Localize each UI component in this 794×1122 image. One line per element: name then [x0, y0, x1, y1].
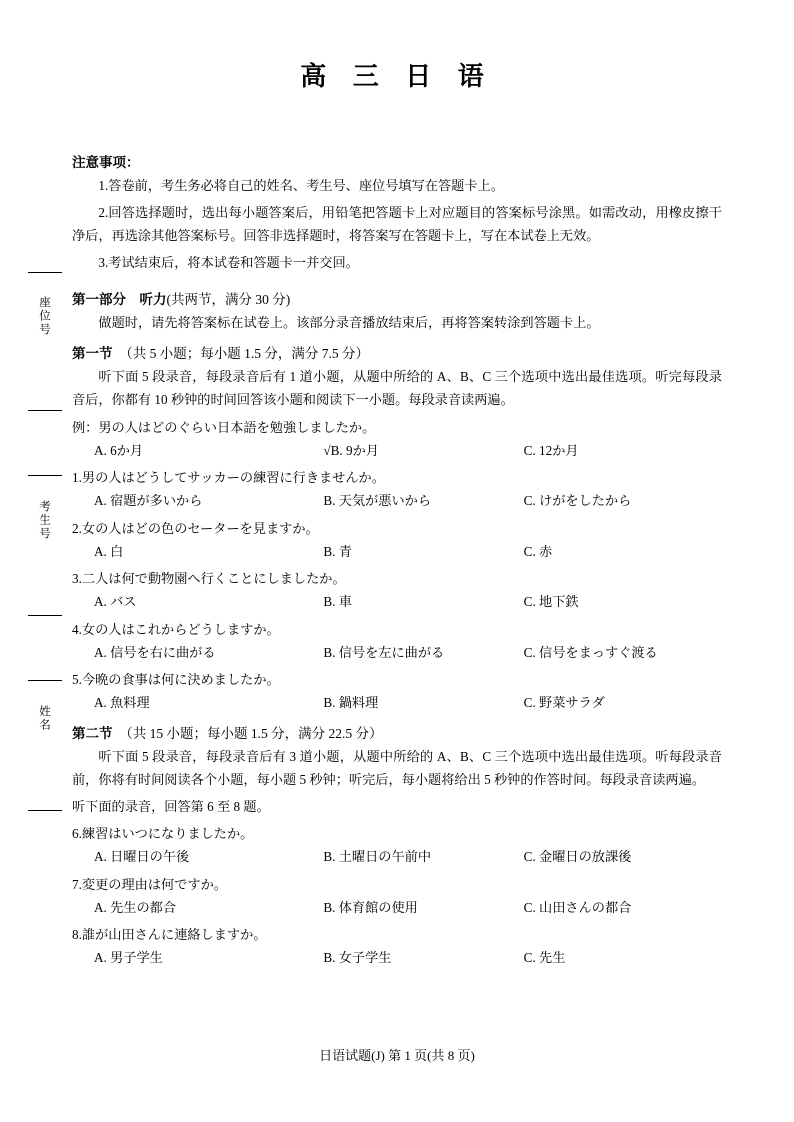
question-options: [72, 846, 722, 868]
margin-rule: [28, 272, 62, 273]
part-1-intro: 做题时，请先将答案标在试卷上。该部分录音播放结束后，再将答案转涂到答题卡上。: [98, 315, 600, 330]
margin-label-exam-number: 考生号: [38, 500, 50, 541]
question-option-a[interactable]: A. 魚料理: [94, 695, 150, 711]
question-option-a[interactable]: A. 先生の都合: [94, 899, 177, 915]
question-option-a[interactable]: A. 白: [94, 543, 124, 559]
question-option-b[interactable]: B. 車: [323, 594, 352, 610]
document-content: [72, 0, 722, 970]
question-options: [72, 591, 722, 613]
section-1-heading: [72, 342, 722, 362]
example-option-c[interactable]: C. 12か月: [523, 442, 579, 458]
question-option-b[interactable]: B. 天気が悪いから: [323, 493, 432, 509]
notice-item-2: 2.回答选择题时，选出每小题答案后，用铅笔把答题卡上对应题目的答案标号涂黑。如需改动，用橡皮擦干净后，再选涂其他答案标号。回答非选择题时，将答案写在答题卡上，写在本试卷上无效。: [72, 204, 722, 243]
example-option-b[interactable]: √B. 9か月: [323, 442, 379, 458]
margin-label-name: 姓名: [38, 705, 50, 732]
question-option-b[interactable]: B. 土曜日の午前中: [323, 849, 432, 865]
question-stem: 2.女の人はどの色のセーターを見ますか。: [72, 520, 319, 536]
notice-heading: 注意事项：: [72, 155, 140, 170]
part-1-heading-normal: (共两节，满分 30 分): [166, 292, 291, 307]
section-2-intro: 听下面 5 段录音，每段录音后有 3 道小题，从题中所给的 A、B、C 三个选项中选出最佳选项。听每段录音前，你将有时间阅读各个小题，每小题 5 秒钟；听完后，每小题将给出 5 秒钟的作答时间。每段录音读两遍。: [72, 748, 722, 788]
question-options: [72, 541, 722, 563]
margin-rule: [28, 810, 62, 811]
question-option-a[interactable]: A. 日曜日の午後: [94, 849, 190, 865]
question-option-b[interactable]: B. 女子学生: [323, 950, 392, 966]
question-option-c[interactable]: C. 地下鉄: [523, 594, 579, 610]
question-option-a[interactable]: A. 信号を右に曲がる: [94, 644, 216, 660]
question-stem: 6.練習はいつになりましたか。: [72, 826, 254, 842]
margin-rule: [28, 410, 62, 411]
section-2-heading-normal: （共 15 小题；每小题 1.5 分，满分 22.5 分）: [119, 725, 383, 741]
question-options: [72, 490, 722, 512]
question-stem: 3.二人は何で動物園へ行くことにしましたか。: [72, 571, 346, 587]
question-option-a[interactable]: A. バス: [94, 594, 137, 610]
section-1-heading-normal: （共 5 小题；每小题 1.5 分，满分 7.5 分）: [119, 345, 369, 361]
question-option-a[interactable]: A. 宿題が多いから: [94, 493, 203, 509]
question-stem: 4.女の人はこれからどうしますか。: [72, 621, 280, 637]
notice-item-3: 3.考试结束后，将本试卷和答题卡一并交回。: [98, 254, 359, 270]
question-options: [72, 897, 722, 919]
example-options: [72, 440, 722, 462]
margin-rule: [28, 475, 62, 476]
question-option-c[interactable]: C. けがをしたから: [523, 493, 632, 509]
question-option-b[interactable]: B. 信号を左に曲がる: [323, 644, 445, 660]
section-1-intro: 听下面 5 段录音，每段录音后有 1 道小题，从题中所给的 A、B、C 三个选项中选出最佳选项。听完每段录音后，你都有 10 秒钟的时间回答该小题和阅读下一小题。每段录音读两遍。: [72, 368, 722, 407]
question-option-b[interactable]: B. 鍋料理: [323, 695, 379, 711]
question-option-b[interactable]: B. 青: [323, 543, 352, 559]
question-stem: 8.誰が山田さんに連絡しますか。: [72, 927, 267, 943]
notice-item-1: 1.答卷前，考生务必将自己的姓名、考生号、座位号填写在答题卡上。: [98, 178, 504, 193]
margin-rule: [28, 680, 62, 681]
question-option-a[interactable]: A. 男子学生: [94, 950, 163, 966]
margin-markings: [28, 210, 68, 850]
margin-label-seat-number: 座位号: [38, 296, 50, 337]
part-1-heading-bold: 第一部分 听力: [72, 292, 167, 307]
question-option-b[interactable]: B. 体育館の使用: [323, 899, 418, 915]
question-options: [72, 642, 722, 664]
section-2-lead: 听下面的录音，回答第 6 至 8 题。: [72, 798, 270, 814]
part-1-heading: [72, 288, 722, 308]
section-2-heading-bold: 第二节: [72, 725, 113, 741]
question-option-c[interactable]: C. 野菜サラダ: [523, 695, 605, 711]
example-stem: 例：男の人はどのぐらい日本語を勉強しましたか。: [72, 419, 376, 435]
question-option-c[interactable]: C. 金曜日の放課後: [523, 849, 632, 865]
question-option-c[interactable]: C. 赤: [523, 543, 553, 559]
section-2-heading: [72, 722, 722, 742]
margin-rule: [28, 615, 62, 616]
question-options: [72, 947, 722, 969]
question-option-c[interactable]: C. 先生: [523, 950, 566, 966]
page-footer: 日语试题(J) 第 1 页(共 8 页): [319, 1048, 475, 1063]
example-option-a[interactable]: A. 6か月: [94, 442, 144, 458]
question-options: [72, 692, 722, 714]
page-title: 高 三 日 语: [300, 62, 494, 91]
section-1-heading-bold: 第一节: [72, 345, 113, 361]
question-stem: 5.今晩の食事は何に決めましたか。: [72, 672, 280, 688]
question-stem: 1.男の人はどうしてサッカーの練習に行きませんか。: [72, 470, 385, 486]
question-stem: 7.変更の理由は何ですか。: [72, 876, 227, 892]
question-option-c[interactable]: C. 信号をまっすぐ渡る: [523, 644, 658, 660]
question-option-c[interactable]: C. 山田さんの都合: [523, 899, 632, 915]
